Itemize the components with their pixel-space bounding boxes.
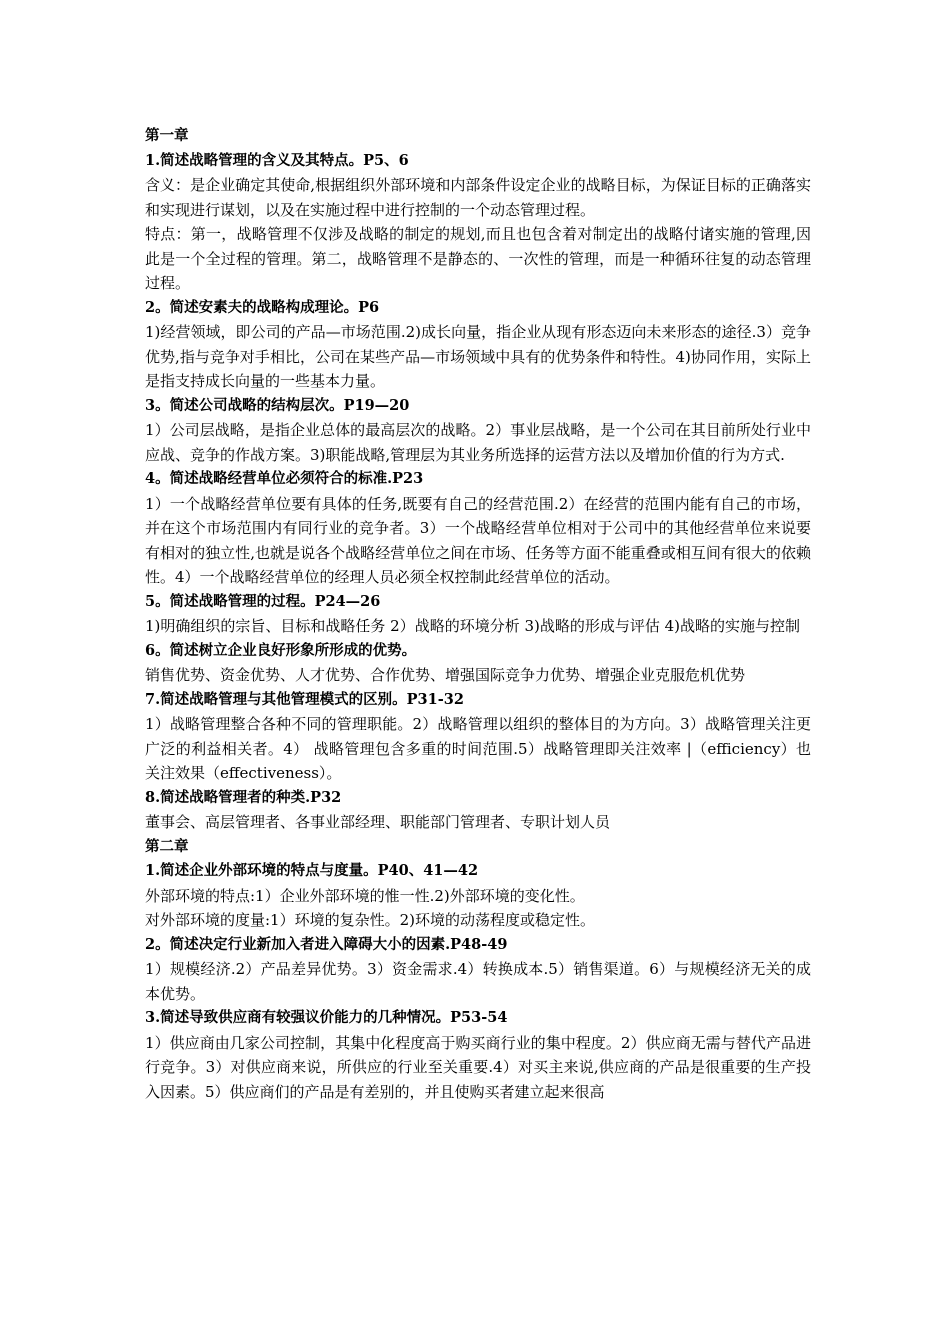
- answer-paragraph: 1)明确组织的宗旨、目标和战略任务 2）战略的环境分析 3)战略的形成与评估 4)战略的实施与控制: [145, 617, 801, 635]
- question-heading: 4。简述战略经营单位必须符合的标准.P23: [145, 470, 424, 487]
- question-heading: 1.简述战略管理的含义及其特点。P5、6: [145, 151, 409, 169]
- question-heading: 1.简述企业外部环境的特点与度量。P40、41—42: [145, 862, 479, 879]
- question-heading: 5。简述战略管理的过程。P24—26: [145, 592, 381, 610]
- answer-paragraph: 1）战略管理整合各种不同的管理职能。2）战略管理以组织的整体目的为方向。3）战略管理关注更广泛的利益相关者。4） 战略管理包含多重的时间范围.5）战略管理即关注效率 |（efficiency）也关注效果（effectiveness）。: [145, 715, 811, 782]
- answer-paragraph: 含义：是企业确定其使命,根据组织外部环境和内部条件设定企业的战略目标，为保证目标的正确落实和实现进行谋划，以及在实施过程中进行控制的一个动态管理过程。: [145, 176, 811, 219]
- document-page: [145, 124, 811, 1104]
- question-heading: 3。简述公司战略的结构层次。P19—20: [145, 396, 410, 414]
- answer-paragraph: 1）公司层战略，是指企业总体的最高层次的战略。2）事业层战略，是一个公司在其目前所处行业中应战、竞争的作战方案。3)职能战略,管理层为其业务所选择的运营方法以及增加价值的行为方式.: [145, 421, 811, 464]
- answer-paragraph: 销售优势、资金优势、人才优势、合作优势、增强国际竞争力优势、增强企业克服危机优势: [145, 666, 746, 684]
- answer-paragraph: 1）规模经济.2）产品差异优势。3）资金需求.4）转换成本.5）销售渠道。6）与规模经济无关的成本优势。: [145, 960, 811, 1003]
- question-heading: 8.简述战略管理者的种类.P32: [145, 788, 342, 806]
- question-heading: 3.简述导致供应商有较强议价能力的几种情况。P53-54: [145, 1009, 508, 1026]
- chapter-heading: 第二章: [145, 837, 189, 855]
- answer-paragraph: 特点：第一，战略管理不仅涉及战略的制定的规划,而且也包含着对制定出的战略付诸实施的管理,因此是一个全过程的管理。第二，战略管理不是静态的、一次性的管理，而是一种循环往复的动态管理过程。: [145, 225, 811, 292]
- answer-paragraph: 对外部环境的度量:1）环境的复杂性。2)环境的动荡程度或稳定性。: [145, 911, 595, 929]
- answer-paragraph: 外部环境的特点:1）企业外部环境的惟一性.2)外部环境的变化性。: [145, 886, 585, 905]
- question-heading: 6。简述树立企业良好形象所形成的优势。: [145, 641, 417, 659]
- question-heading: 2。简述决定行业新加入者进入障碍大小的因素.P48-49: [145, 935, 508, 953]
- chapter-heading: 第一章: [145, 127, 189, 144]
- answer-paragraph: 1）供应商由几家公司控制，其集中化程度高于购买商行业的集中程度。2）供应商无需与替代产品进行竞争。3）对供应商来说，所供应的行业至关重要.4）对买主来说,供应商的产品是很重要的生产投入因素。5）供应商们的产品是有差别的，并且使购买者建立起来很高: [145, 1033, 811, 1101]
- question-heading: 7.简述战略管理与其他管理模式的区别。P31-32: [145, 690, 464, 708]
- question-heading: 2。简述安素夫的战略构成理论。P6: [145, 298, 380, 316]
- answer-paragraph: 1）一个战略经营单位要有具体的任务,既要有自己的经营范围.2）在经营的范围内能有自己的市场，并在这个市场范围内有同行业的竞争者。3）一个战略经营单位相对于公司中的其他经营单位来说要有相对的独立性,也就是说各个战略经营单位之间在市场、任务等方面不能重叠或相互间有很大的依赖性。4）一个战略经营单位的经理人员必须全权控制此经营单位的活动。: [145, 494, 811, 586]
- answer-paragraph: 1)经营领域，即公司的产品—市场范围.2)成长向量，指企业从现有形态迈向未来形态的途径.3）竞争优势,指与竞争对手相比，公司在某些产品—市场领域中具有的优势条件和特性。4)协同作用，实际上是指支持成长向量的一些基本力量。: [145, 323, 811, 390]
- answer-paragraph: 董事会、高层管理者、各事业部经理、职能部门管理者、专职计划人员: [145, 813, 611, 831]
